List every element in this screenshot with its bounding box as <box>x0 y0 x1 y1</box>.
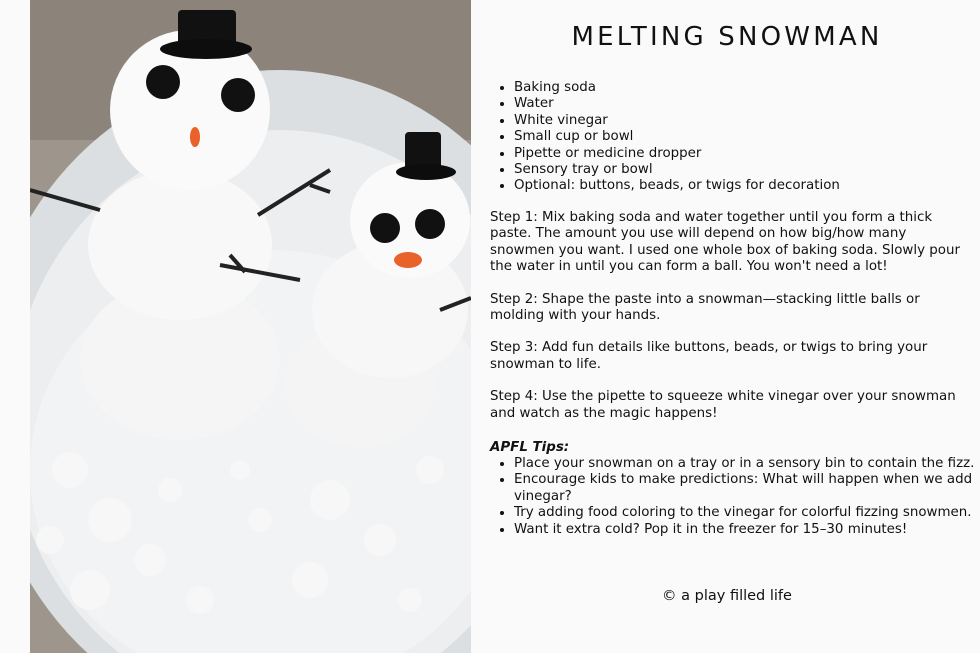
list-item: • Water <box>514 96 980 112</box>
list-item: • Small cup or bowl <box>514 129 980 145</box>
step-3: Step 3: Add fun details like buttons, beads, or twigs to bring your snowman to life. <box>490 340 928 372</box>
instructions-panel <box>490 0 975 653</box>
snowman-photo-icon <box>30 0 471 653</box>
step-2: Step 2: Shape the paste into a snowman—stacking little balls or molding with your hands. <box>490 291 920 324</box>
tips-list <box>490 456 976 538</box>
step-4: Step 4: Use the pipette to squeeze white vinegar over your snowman and watch as the magic happens! <box>490 389 956 421</box>
page-title: MELTING SNOWMAN <box>571 22 883 52</box>
list-item: • Baking soda <box>514 80 980 96</box>
copyright-credit: © a play filled life <box>662 588 792 604</box>
snowman-photo <box>30 0 471 653</box>
list-item: • Want it extra cold? Pop it in the freezer for 15–30 minutes! <box>514 522 976 538</box>
list-item: • Try adding food coloring to the vinegar for colorful fizzing snowmen. <box>514 505 976 521</box>
supplies-list <box>490 80 980 195</box>
list-item: • Place your snowman on a tray or in a sensory bin to contain the fizz. <box>514 456 976 472</box>
list-item: • Encourage kids to make predictions: What will happen when we add vinegar? <box>514 472 976 505</box>
list-item: • Pipette or medicine dropper <box>514 146 980 162</box>
list-item: • White vinegar <box>514 113 980 129</box>
steps-section <box>490 210 960 438</box>
list-item: • Optional: buttons, beads, or twigs for decoration <box>514 178 980 194</box>
list-item: • Sensory tray or bowl <box>514 162 980 178</box>
step-1: Step 1: Mix baking soda and water together until you form a thick paste. The amount you use will depend on how big/how many snowmen you want. I used one whole box of baking soda. Slowly pour the water in until you can form a ball. You won't need a lot! <box>490 210 960 275</box>
tips-heading: APFL Tips: <box>490 440 570 455</box>
